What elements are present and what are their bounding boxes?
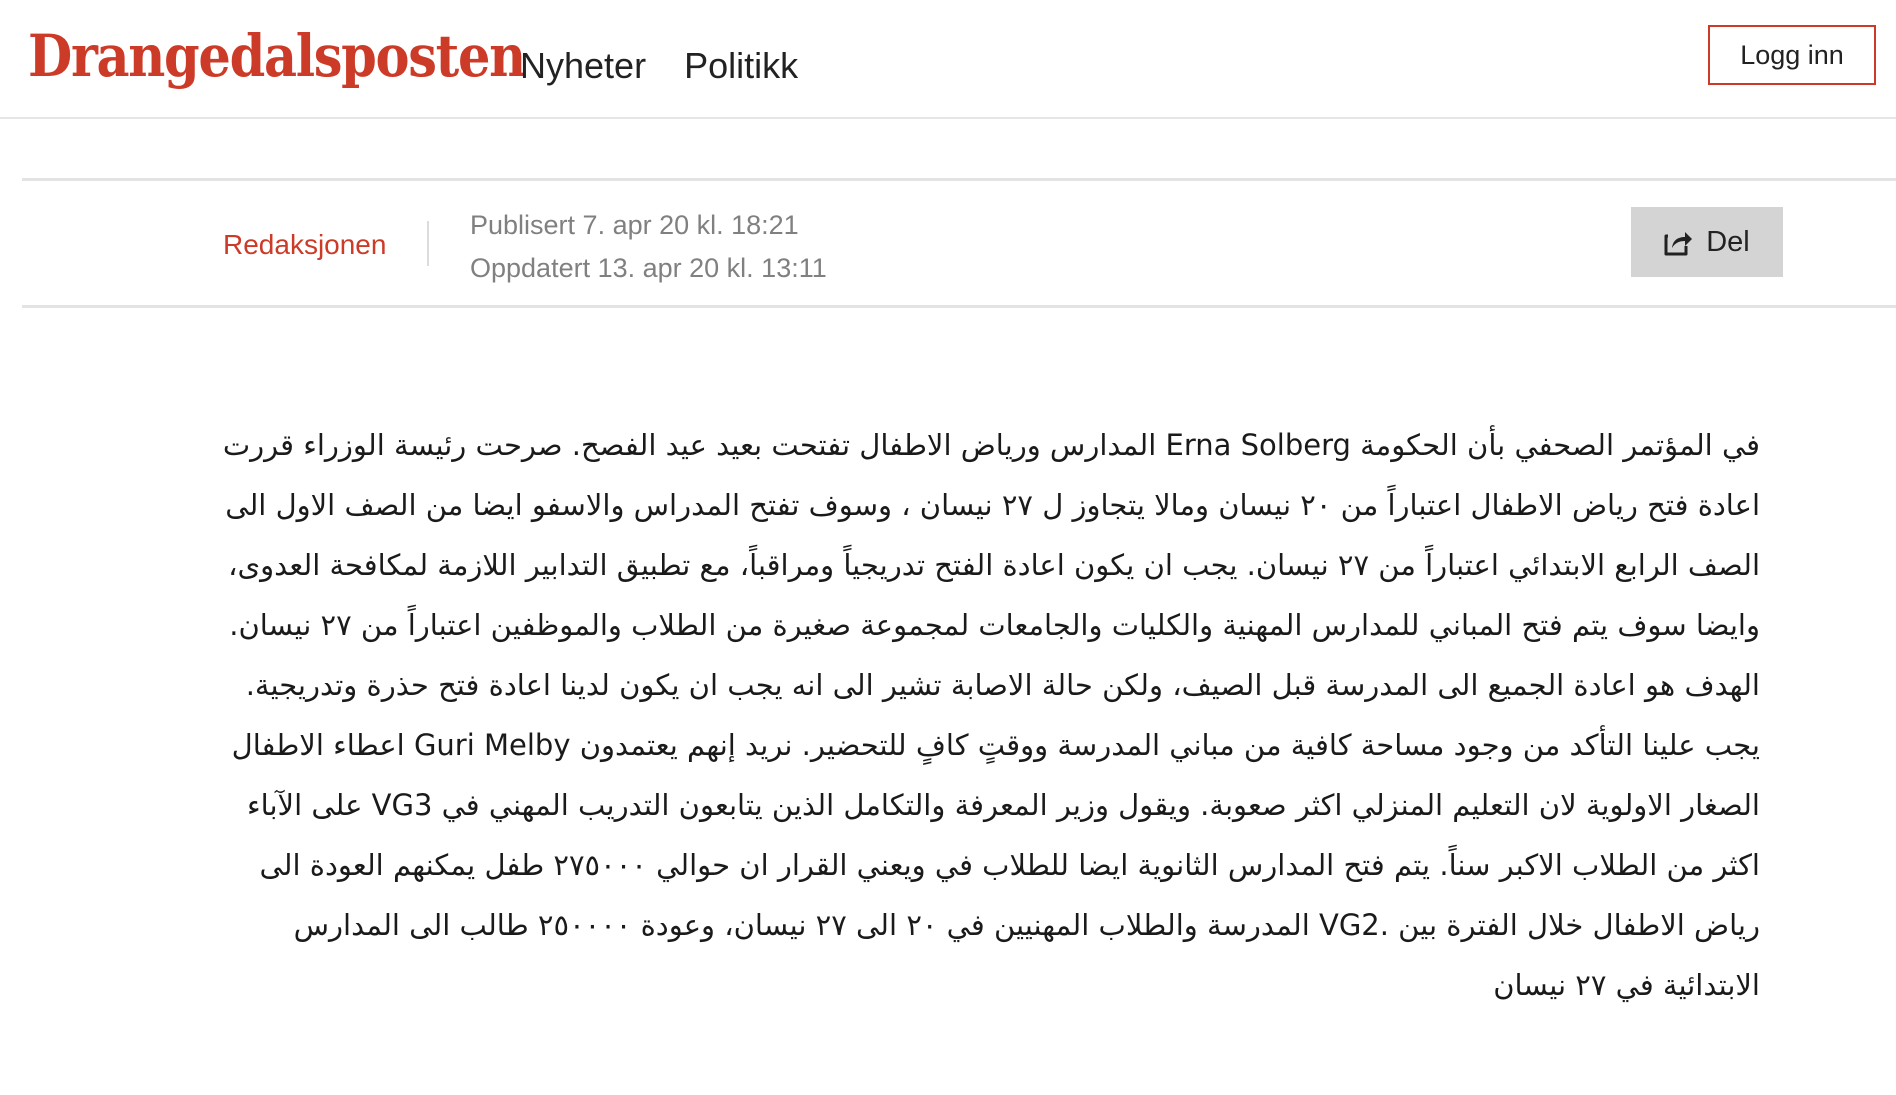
published-date: Publisert 7. apr 20 kl. 18:21 bbox=[470, 210, 799, 240]
article-meta-bar bbox=[22, 178, 1896, 308]
main-nav bbox=[520, 44, 798, 88]
site-logo[interactable]: Drangedalsposten bbox=[28, 22, 525, 90]
share-icon bbox=[1664, 228, 1694, 256]
author-link[interactable]: Redaksjonen bbox=[223, 229, 387, 260]
nav-item-nyheter[interactable]: Nyheter bbox=[520, 45, 647, 86]
updated-date: Oppdatert 13. apr 20 kl. 13:11 bbox=[470, 253, 827, 283]
share-label: Del bbox=[1706, 226, 1750, 258]
login-button[interactable]: Logg inn bbox=[1708, 25, 1876, 85]
article-dates bbox=[470, 204, 827, 290]
nav-item-politikk[interactable]: Politikk bbox=[684, 45, 799, 86]
meta-divider bbox=[427, 221, 429, 266]
share-button[interactable] bbox=[1631, 207, 1783, 277]
article-body: في المؤتمر الصحفي بأن الحكومة Erna Solberg المدارس ورياض الاطفال تفتحت بعيد عيد الفصح. صرحت رئيسة الوزراء قررت اعادة فتح رياض الاطفال اعتباراً من ٢٠ نيسان ومالا يتجاوز ل ٢٧ نيسان ، وسوف تفتح المدراس والاسفو ايضا من الصف الاول الى الصف الرابع الابتدائي اعتباراً من ٢٧ نيسان. يجب ان يكون اعادة الفتح تدريجياً ومراقباً، مع تطبيق التدابير اللازمة لمكافحة العدوى، وايضا سوف يتم فتح المباني للمدارس المهنية والكليات والجامعات لمجموعة صغيرة من الطلاب والموظفين اعتباراً من ٢٧ نيسان. الهدف هو اعادة الجميع الى المدرسة قبل الصيف، ولكن حالة الاصابة تشير الى انه يجب ان يكون لدينا اعادة فتح حذرة وتدريجية. يجب علينا التأكد من وجود مساحة كافية من مباني المدرسة ووقتٍ كافٍ للتحضير. نريد إنهم يعتمدون Guri Melby اعطاء الاطفال الصغار الاولوية لان التعليم المنزلي اكثر صعوبة. ويقول وزير المعرفة والتكامل الذين يتابعون التدريب المهني في VG3 على الآباء اكثر من الطلاب الاكبر سناً. يتم فتح المدارس الثانوية ايضا للطلاب في ويعني القرار ان حوالي ٢٧٥٠٠٠ طفل يمكنهم العودة الى رياض الاطفال خلال الفترة بين .VG2 المدرسة والطلاب المهنيين في ٢٠ الى ٢٧ نيسان، وعودة ٢٥٠٠٠٠ طالب الى المدارس الابتدائية في ٢٧ نيسان bbox=[222, 428, 1760, 1002]
site-header bbox=[0, 0, 1896, 119]
